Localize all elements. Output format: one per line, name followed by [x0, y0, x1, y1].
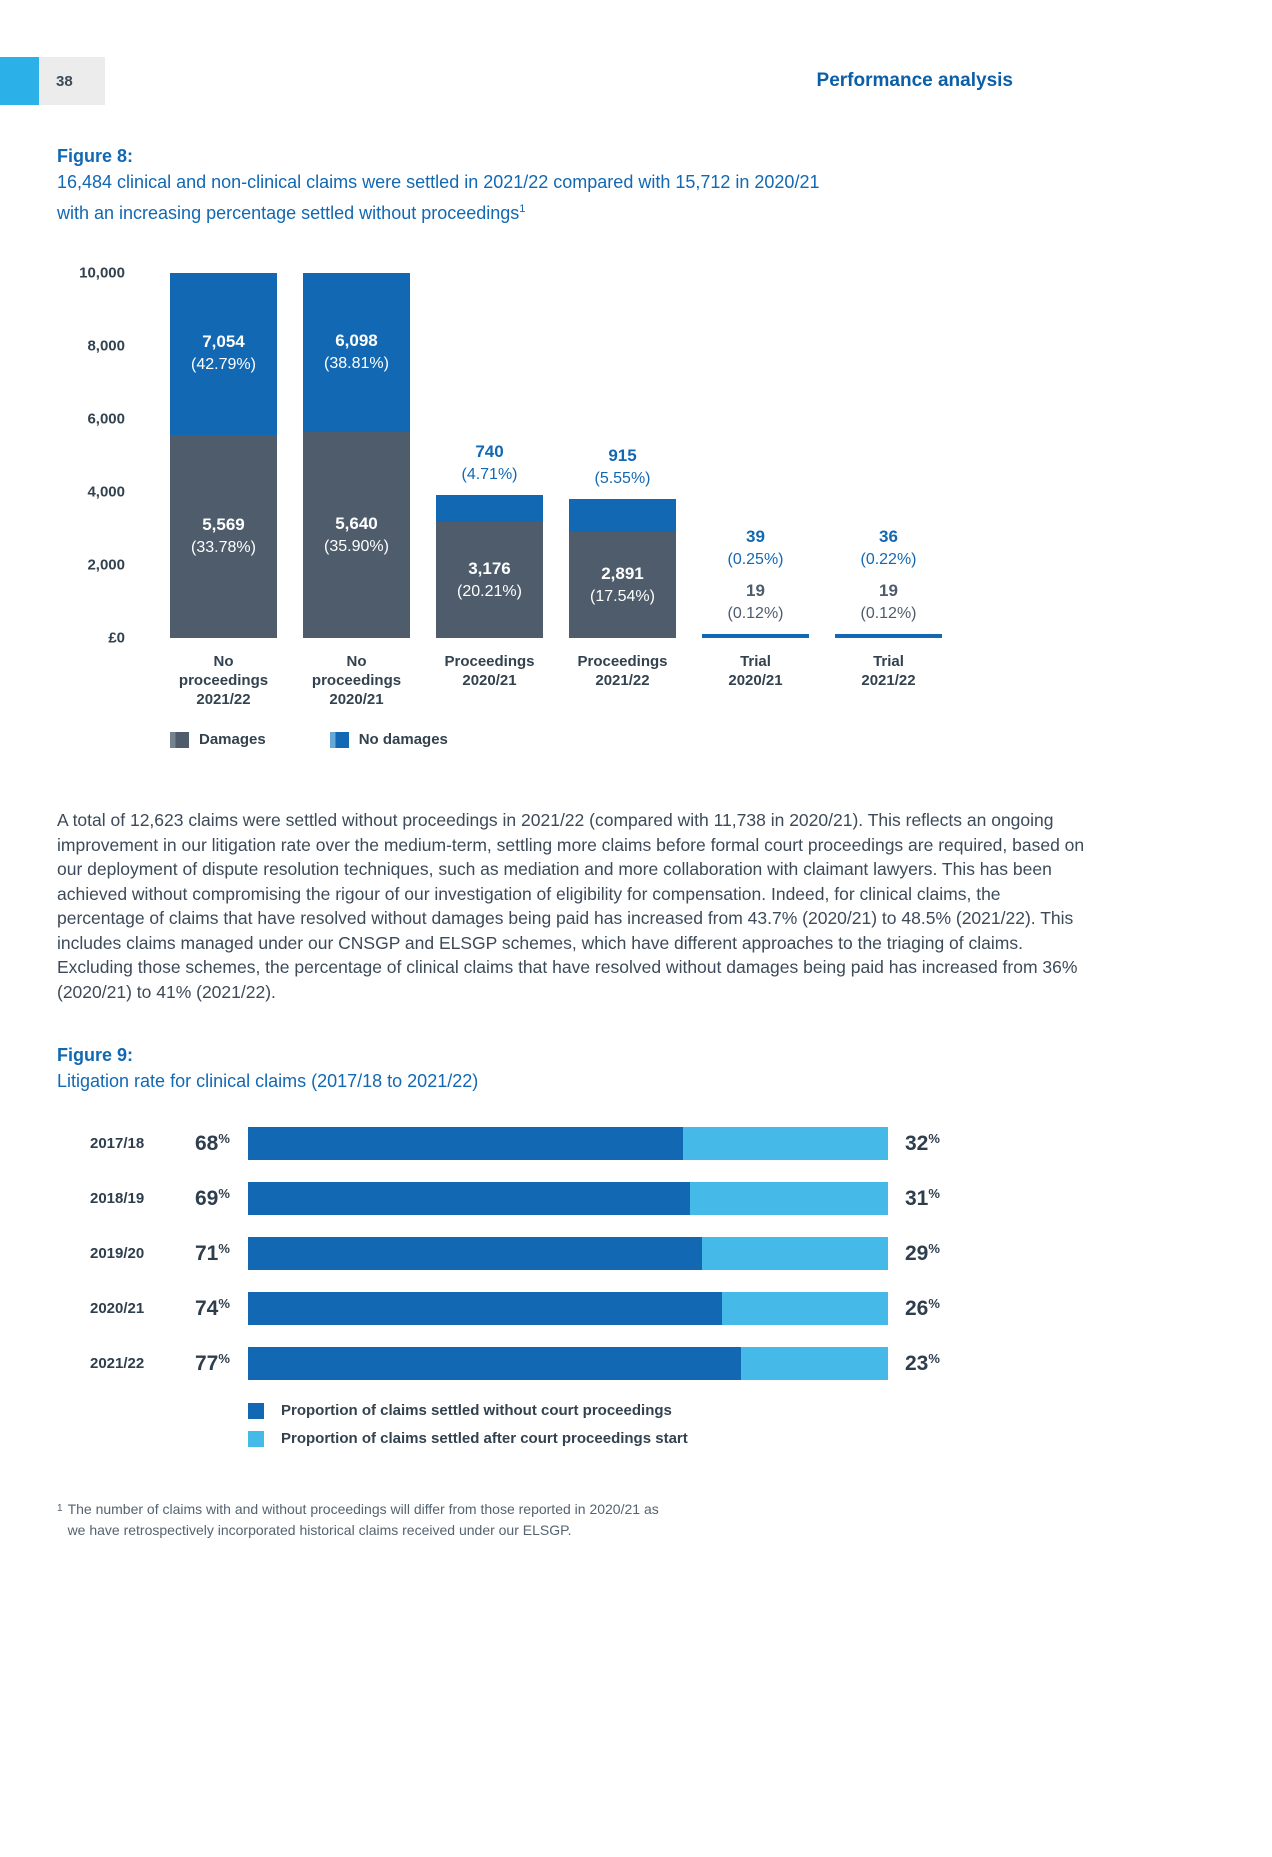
x-label-period: 2020/21	[329, 691, 384, 708]
segment-label	[436, 558, 543, 603]
no-damages-segment	[303, 273, 410, 432]
figure8-caption-line1: 16,484 clinical and non-clinical claims were settled in 2021/22 compared with 15,712 in 2020/21	[57, 172, 820, 192]
segment-percent: (38.81%)	[324, 355, 389, 373]
x-label-category: Proceedings	[577, 653, 668, 670]
segment-percent: (5.55%)	[594, 470, 651, 488]
row-left-percent	[195, 1186, 248, 1211]
row-bar	[248, 1127, 888, 1160]
left-percent-value: 71	[195, 1242, 219, 1265]
percent-sign: %	[218, 1296, 230, 1311]
figure9-chart	[57, 1127, 1215, 1447]
y-tick: 4,000	[87, 483, 125, 501]
x-label	[702, 652, 809, 709]
legend-label: Damages	[199, 731, 266, 748]
x-label-period: 2020/21	[728, 672, 783, 689]
percent-sign: %	[218, 1241, 230, 1256]
after-proceedings-segment	[683, 1127, 888, 1160]
litigation-row-2019-20	[57, 1237, 1215, 1270]
right-percent-value: 26	[905, 1297, 929, 1320]
no-damages-segment	[436, 495, 543, 522]
figure8-plot-area	[57, 264, 1215, 647]
header-title: Performance analysis	[816, 70, 1013, 91]
row-bar	[248, 1182, 888, 1215]
after-proceedings-segment	[690, 1182, 888, 1215]
segment-percent: (4.71%)	[461, 466, 518, 484]
segment-percent: (0.12%)	[860, 605, 917, 622]
litigation-row-2021-22	[57, 1347, 1215, 1380]
damages-segment	[170, 435, 277, 638]
footnote-text: The number of claims with and without proceedings will differ from those reported in 2020/21 as we have retrospectively incorporated historical claims received under our ELSGP.	[67, 1501, 659, 1538]
bar-group-proceedings-2020-21	[436, 273, 543, 638]
x-label-period: 2021/22	[861, 672, 916, 689]
percent-sign: %	[928, 1131, 940, 1146]
body-paragraph: A total of 12,623 claims were settled without proceedings in 2021/22 (compared with 11,738 in 2020/21). This reflects an ongoing improvement in our litigation rate over the medium-term, settling more claims before formal court proceedings are required, based on our deployment of dispute resolution techniques, such as mediation and more collaboration with claimant lawyers. This has been achieved without compromising the rigour of our investigation of eligibility for compensation. Indeed, for clinical claims, the percentage of claims that have resolved without damages being paid has increased from 43.7% (2020/21) to 48.5% (2021/22). This includes claims managed under our CNSGP and ELSGP schemes, which have different approaches to the triaging of claims. Excluding those schemes, the percentage of clinical claims that have resolved without damages being paid has increased from 36% (2020/21) to 41% (2021/22).	[57, 810, 1085, 1002]
legend-label: Proportion of claims settled after court proceedings start	[281, 1430, 688, 1447]
damages-swatch-icon	[170, 732, 189, 748]
figure9-legend	[248, 1402, 1215, 1447]
segment-value: 2,891	[601, 563, 644, 583]
left-percent-value: 74	[195, 1297, 219, 1320]
row-left-percent	[195, 1351, 248, 1376]
right-percent-value: 23	[905, 1352, 929, 1375]
left-percent-value: 77	[195, 1352, 219, 1375]
row-right-percent	[905, 1241, 940, 1266]
row-bar	[248, 1237, 888, 1270]
row-right-percent	[905, 1186, 940, 1211]
row-right-percent	[905, 1351, 940, 1376]
percent-sign: %	[928, 1241, 940, 1256]
right-percent-value: 32	[905, 1132, 929, 1155]
figure8-caption-line2: with an increasing percentage settled without proceedings	[57, 203, 520, 223]
right-percent-value: 31	[905, 1187, 929, 1210]
segment-label	[569, 563, 676, 608]
without-proceedings-segment	[248, 1292, 722, 1325]
figure8-x-axis	[170, 652, 1215, 709]
segment-value: 6,098	[335, 331, 378, 351]
without-proceedings-segment	[248, 1347, 741, 1380]
page-header	[0, 57, 1272, 105]
footnote-marker: 1	[519, 203, 526, 215]
percent-sign: %	[218, 1186, 230, 1201]
bar-group-trial-2021-22	[835, 273, 942, 638]
percent-sign: %	[928, 1186, 940, 1201]
legend-label: Proportion of claims settled without court proceedings	[281, 1402, 672, 1419]
right-percent-value: 29	[905, 1242, 929, 1265]
row-bar	[248, 1292, 888, 1325]
row-year: 2017/18	[90, 1135, 145, 1152]
bar-group-no-proceedings-2020-21	[303, 273, 410, 638]
damages-segment	[303, 432, 410, 638]
damages-outside-label	[860, 580, 916, 625]
segment-value: 5,640	[335, 513, 378, 533]
damages-segment	[436, 522, 543, 638]
segment-label	[170, 331, 277, 376]
percent-sign: %	[928, 1296, 940, 1311]
after-proceedings-segment	[722, 1292, 888, 1325]
no-damages-outside-label	[860, 526, 916, 571]
figure9-caption: Litigation rate for clinical claims (2017/18 to 2021/22)	[57, 1071, 479, 1091]
after-proceedings-segment	[741, 1347, 888, 1380]
segment-value: 5,569	[202, 514, 245, 534]
row-year: 2020/21	[90, 1300, 145, 1317]
segment-label	[303, 330, 410, 375]
percent-sign: %	[218, 1131, 230, 1146]
no-damages-swatch-icon	[330, 732, 349, 748]
x-label-period: 2021/22	[196, 691, 251, 708]
segment-value: 7,054	[202, 332, 245, 352]
row-left-percent	[195, 1131, 248, 1156]
footnote	[57, 1499, 1215, 1541]
figure9-label: Figure 9:	[57, 1045, 134, 1065]
segment-value: 19	[879, 581, 898, 600]
x-label-category: No proceedings	[311, 653, 402, 689]
damages-segment	[569, 532, 676, 638]
legend-item-without-proceedings	[248, 1402, 1215, 1419]
segment-percent: (20.21%)	[457, 582, 522, 600]
after-proceedings-swatch-icon	[248, 1431, 264, 1447]
y-tick: 8,000	[87, 337, 125, 355]
litigation-row-2020-21	[57, 1292, 1215, 1325]
figure8-y-axis	[57, 264, 125, 647]
row-year: 2018/19	[90, 1190, 145, 1207]
legend-item-after-proceedings	[248, 1430, 1215, 1447]
legend-label: No damages	[358, 731, 448, 748]
segment-value: 915	[608, 446, 637, 466]
y-tick: 2,000	[87, 556, 125, 574]
accent-square	[0, 57, 39, 105]
figure8-caption	[57, 169, 1215, 227]
no-damages-outside-label	[594, 445, 650, 490]
without-proceedings-segment	[248, 1237, 702, 1270]
segment-percent: (0.25%)	[727, 551, 784, 568]
segment-label	[170, 514, 277, 559]
segment-percent: (0.22%)	[860, 551, 917, 568]
x-label-period: 2021/22	[595, 672, 650, 689]
x-label-category: Proceedings	[444, 653, 535, 670]
litigation-row-2018-19	[57, 1182, 1215, 1215]
row-year: 2019/20	[90, 1245, 145, 1262]
damages-segment	[835, 637, 942, 638]
segment-value: 36	[879, 527, 898, 546]
figure8-chart	[57, 264, 1215, 748]
row-left-percent	[195, 1241, 248, 1266]
damages-segment	[702, 637, 809, 638]
no-damages-segment	[170, 273, 277, 435]
litigation-row-2017-18	[57, 1127, 1215, 1160]
row-bar	[248, 1347, 888, 1380]
x-label-category: Trial	[873, 653, 904, 670]
left-percent-value: 69	[195, 1187, 219, 1210]
segment-label	[303, 513, 410, 558]
segment-value: 39	[746, 527, 765, 546]
figure8-bars	[170, 273, 942, 638]
y-tick: 6,000	[87, 410, 125, 428]
without-proceedings-swatch-icon	[248, 1403, 264, 1419]
y-tick: £0	[108, 629, 125, 647]
figure8-heading	[57, 143, 1215, 227]
x-label-category: Trial	[740, 653, 771, 670]
left-percent-value: 68	[195, 1132, 219, 1155]
bar-group-no-proceedings-2021-22	[170, 273, 277, 638]
segment-percent: (33.78%)	[191, 538, 256, 556]
footnote-marker: 1	[57, 1503, 63, 1514]
segment-percent: (17.54%)	[590, 587, 655, 605]
segment-value: 19	[746, 581, 765, 600]
legend-item-damages	[170, 731, 266, 748]
damages-outside-label	[727, 580, 783, 625]
after-proceedings-segment	[702, 1237, 888, 1270]
figure8-legend	[170, 731, 1215, 748]
bar-group-proceedings-2021-22	[569, 273, 676, 638]
page-number: 38	[39, 57, 105, 105]
percent-sign: %	[218, 1351, 230, 1366]
x-label	[170, 652, 277, 709]
bar-group-trial-2020-21	[702, 273, 809, 638]
x-label-period: 2020/21	[462, 672, 517, 689]
row-year: 2021/22	[90, 1355, 145, 1372]
segment-percent: (42.79%)	[191, 356, 256, 374]
page-content	[0, 143, 1272, 1541]
row-right-percent	[905, 1296, 940, 1321]
percent-sign: %	[928, 1351, 940, 1366]
segment-value: 740	[475, 442, 504, 462]
segment-percent: (0.12%)	[727, 605, 784, 622]
figure8-label: Figure 8:	[57, 146, 134, 166]
without-proceedings-segment	[248, 1127, 683, 1160]
legend-item-no-damages	[330, 731, 448, 748]
x-label-category: No proceedings	[178, 653, 269, 689]
x-label	[436, 652, 543, 709]
x-label	[303, 652, 410, 709]
x-label	[569, 652, 676, 709]
no-damages-outside-label	[727, 526, 783, 571]
no-damages-outside-label	[461, 441, 517, 486]
figure9-heading	[57, 1042, 1215, 1095]
without-proceedings-segment	[248, 1182, 690, 1215]
row-right-percent	[905, 1131, 940, 1156]
x-label	[835, 652, 942, 709]
no-damages-segment	[569, 499, 676, 532]
y-tick: 10,000	[79, 264, 125, 282]
segment-value: 3,176	[468, 558, 511, 578]
segment-percent: (35.90%)	[324, 537, 389, 555]
row-left-percent	[195, 1296, 248, 1321]
